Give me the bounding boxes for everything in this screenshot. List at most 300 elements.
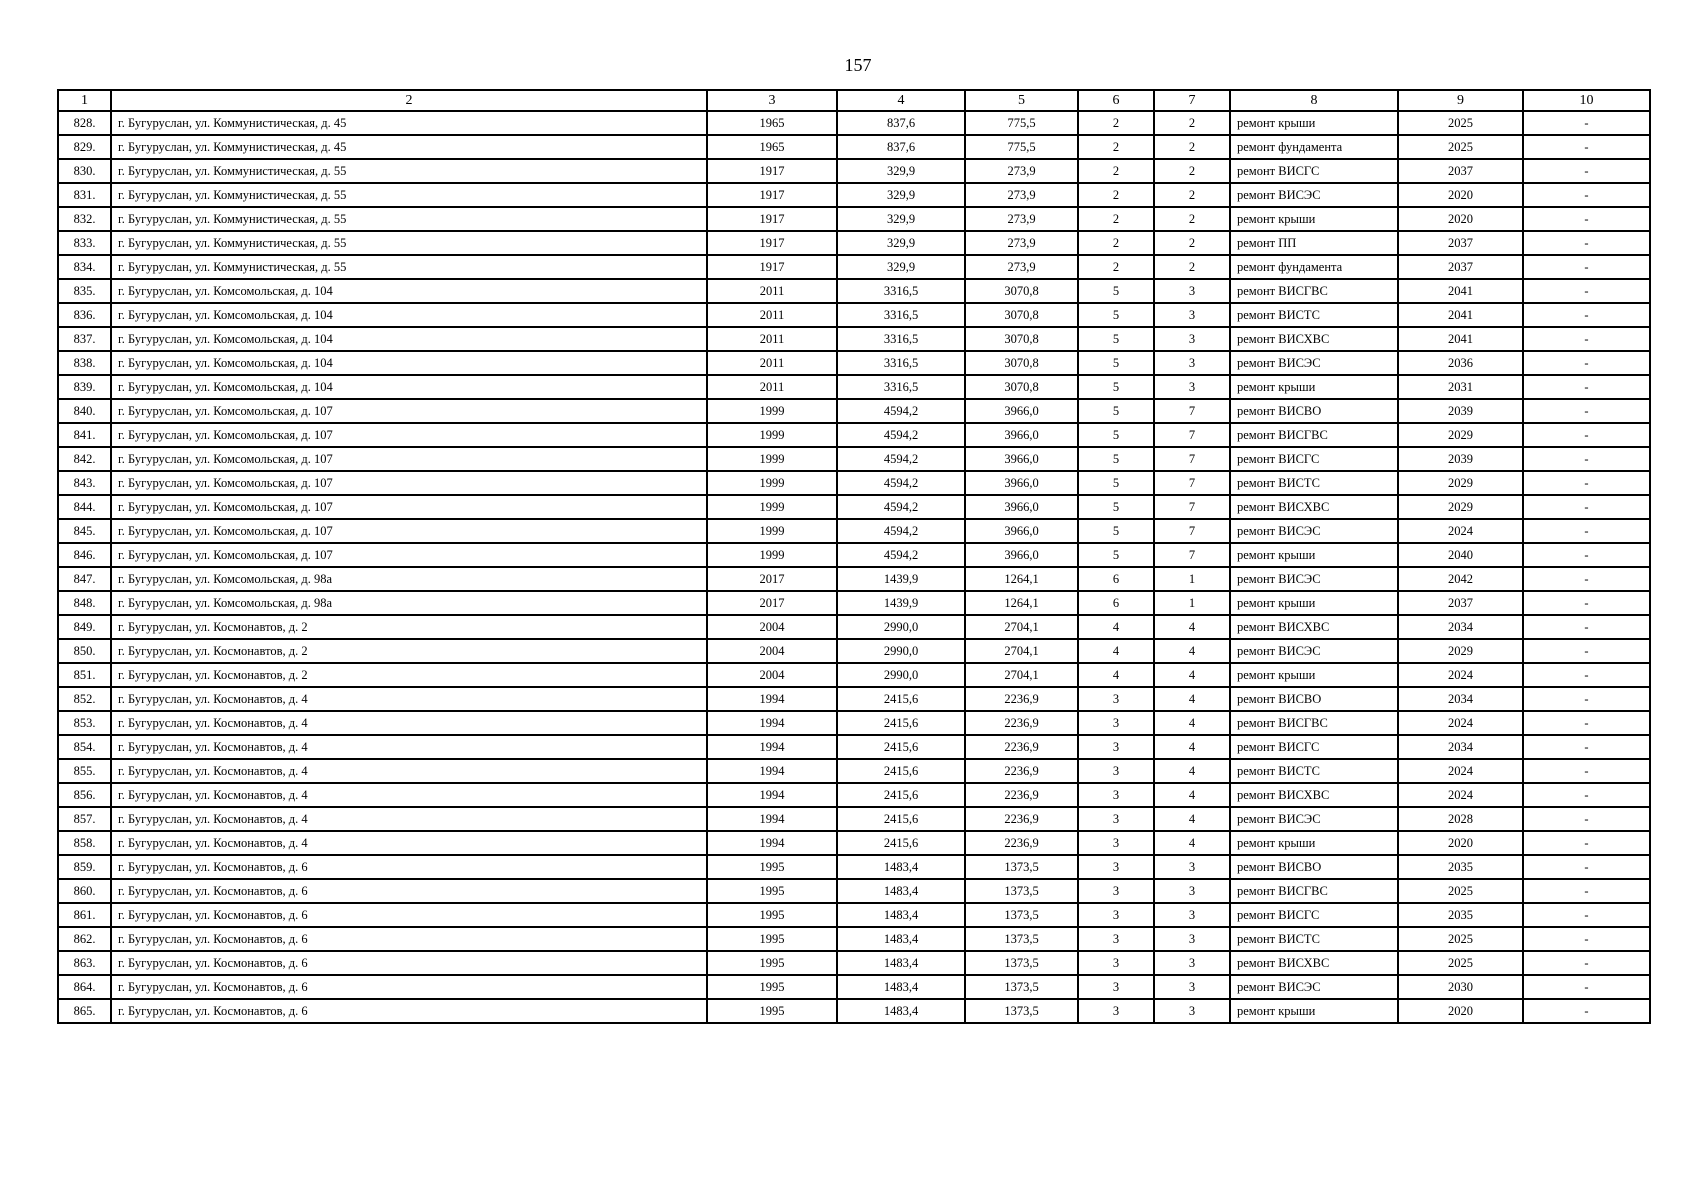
floors-cell: 2 xyxy=(1078,159,1154,183)
year-cell: 1995 xyxy=(707,975,837,999)
living-area-cell: 3070,8 xyxy=(965,303,1078,327)
page-number: 157 xyxy=(844,55,872,75)
repair-year-cell: 2036 xyxy=(1398,351,1523,375)
row-number-cell: 858. xyxy=(58,831,111,855)
year-cell: 1995 xyxy=(707,879,837,903)
work-type-cell: ремонт ВИСВО xyxy=(1230,687,1398,711)
note-cell: - xyxy=(1523,351,1650,375)
repair-year-cell: 2034 xyxy=(1398,615,1523,639)
note-cell: - xyxy=(1523,567,1650,591)
column-header: 2 xyxy=(111,90,707,111)
floors-cell: 2 xyxy=(1078,183,1154,207)
note-cell: - xyxy=(1523,999,1650,1023)
living-area-cell: 3966,0 xyxy=(965,519,1078,543)
total-area-cell: 3316,5 xyxy=(837,279,965,303)
table-row xyxy=(58,903,1650,927)
address-cell: г. Бугуруслан, ул. Комсомольская, д. 104 xyxy=(111,303,707,327)
total-area-cell: 2415,6 xyxy=(837,831,965,855)
total-area-cell: 1439,9 xyxy=(837,591,965,615)
work-type-cell: ремонт ПП xyxy=(1230,231,1398,255)
work-type-cell: ремонт ВИСЭС xyxy=(1230,519,1398,543)
floors-cell: 3 xyxy=(1078,951,1154,975)
repair-year-cell: 2025 xyxy=(1398,879,1523,903)
floors-cell: 3 xyxy=(1078,831,1154,855)
address-cell: г. Бугуруслан, ул. Космонавтов, д. 6 xyxy=(111,855,707,879)
row-number-cell: 863. xyxy=(58,951,111,975)
table-row xyxy=(58,255,1650,279)
floors-cell: 4 xyxy=(1078,663,1154,687)
work-type-cell: ремонт ВИСТС xyxy=(1230,927,1398,951)
address-cell: г. Бугуруслан, ул. Коммунистическая, д. 55 xyxy=(111,231,707,255)
row-number-cell: 850. xyxy=(58,639,111,663)
row-number-cell: 845. xyxy=(58,519,111,543)
year-cell: 1995 xyxy=(707,999,837,1023)
table-row xyxy=(58,183,1650,207)
note-cell: - xyxy=(1523,927,1650,951)
repair-year-cell: 2037 xyxy=(1398,591,1523,615)
table-row xyxy=(58,375,1650,399)
row-number-cell: 831. xyxy=(58,183,111,207)
floors-cell: 3 xyxy=(1078,999,1154,1023)
work-type-cell: ремонт ВИСЭС xyxy=(1230,639,1398,663)
floors-cell: 5 xyxy=(1078,303,1154,327)
repair-year-cell: 2025 xyxy=(1398,111,1523,135)
row-number-cell: 842. xyxy=(58,447,111,471)
living-area-cell: 2236,9 xyxy=(965,735,1078,759)
year-cell: 1917 xyxy=(707,159,837,183)
note-cell: - xyxy=(1523,159,1650,183)
entrances-cell: 4 xyxy=(1154,759,1230,783)
address-cell: г. Бугуруслан, ул. Комсомольская, д. 107 xyxy=(111,519,707,543)
entrances-cell: 3 xyxy=(1154,975,1230,999)
repair-year-cell: 2024 xyxy=(1398,759,1523,783)
floors-cell: 3 xyxy=(1078,903,1154,927)
address-cell: г. Бугуруслан, ул. Комсомольская, д. 104 xyxy=(111,375,707,399)
living-area-cell: 2236,9 xyxy=(965,783,1078,807)
table-row xyxy=(58,615,1650,639)
living-area-cell: 2704,1 xyxy=(965,615,1078,639)
row-number-cell: 832. xyxy=(58,207,111,231)
address-cell: г. Бугуруслан, ул. Комсомольская, д. 104 xyxy=(111,279,707,303)
year-cell: 1999 xyxy=(707,519,837,543)
year-cell: 1994 xyxy=(707,687,837,711)
floors-cell: 2 xyxy=(1078,135,1154,159)
address-cell: г. Бугуруслан, ул. Коммунистическая, д. 55 xyxy=(111,159,707,183)
entrances-cell: 1 xyxy=(1154,591,1230,615)
entrances-cell: 4 xyxy=(1154,615,1230,639)
note-cell: - xyxy=(1523,615,1650,639)
floors-cell: 5 xyxy=(1078,543,1154,567)
table-row xyxy=(58,975,1650,999)
note-cell: - xyxy=(1523,447,1650,471)
year-cell: 1999 xyxy=(707,399,837,423)
address-cell: г. Бугуруслан, ул. Коммунистическая, д. 55 xyxy=(111,207,707,231)
floors-cell: 3 xyxy=(1078,879,1154,903)
total-area-cell: 1483,4 xyxy=(837,999,965,1023)
year-cell: 1994 xyxy=(707,759,837,783)
table-row xyxy=(58,159,1650,183)
note-cell: - xyxy=(1523,303,1650,327)
repair-year-cell: 2040 xyxy=(1398,543,1523,567)
year-cell: 1994 xyxy=(707,735,837,759)
work-type-cell: ремонт ВИСГС xyxy=(1230,447,1398,471)
year-cell: 1965 xyxy=(707,111,837,135)
table-row xyxy=(58,447,1650,471)
note-cell: - xyxy=(1523,879,1650,903)
floors-cell: 2 xyxy=(1078,207,1154,231)
work-type-cell: ремонт ВИСЭС xyxy=(1230,975,1398,999)
repair-year-cell: 2020 xyxy=(1398,831,1523,855)
repair-year-cell: 2039 xyxy=(1398,447,1523,471)
row-number-cell: 834. xyxy=(58,255,111,279)
table-row xyxy=(58,927,1650,951)
entrances-cell: 2 xyxy=(1154,159,1230,183)
entrances-cell: 4 xyxy=(1154,831,1230,855)
row-number-cell: 847. xyxy=(58,567,111,591)
address-cell: г. Бугуруслан, ул. Космонавтов, д. 4 xyxy=(111,735,707,759)
repair-schedule-table xyxy=(57,89,1651,1024)
repair-year-cell: 2037 xyxy=(1398,231,1523,255)
year-cell: 1999 xyxy=(707,543,837,567)
note-cell: - xyxy=(1523,663,1650,687)
total-area-cell: 3316,5 xyxy=(837,351,965,375)
work-type-cell: ремонт ВИСХВС xyxy=(1230,615,1398,639)
entrances-cell: 4 xyxy=(1154,735,1230,759)
work-type-cell: ремонт крыши xyxy=(1230,999,1398,1023)
year-cell: 1994 xyxy=(707,711,837,735)
living-area-cell: 1373,5 xyxy=(965,879,1078,903)
repair-year-cell: 2020 xyxy=(1398,207,1523,231)
note-cell: - xyxy=(1523,399,1650,423)
total-area-cell: 2990,0 xyxy=(837,639,965,663)
row-number-cell: 838. xyxy=(58,351,111,375)
entrances-cell: 2 xyxy=(1154,231,1230,255)
floors-cell: 5 xyxy=(1078,495,1154,519)
total-area-cell: 2415,6 xyxy=(837,711,965,735)
total-area-cell: 329,9 xyxy=(837,183,965,207)
total-area-cell: 2990,0 xyxy=(837,663,965,687)
table-row xyxy=(58,999,1650,1023)
repair-year-cell: 2029 xyxy=(1398,495,1523,519)
table-row xyxy=(58,567,1650,591)
total-area-cell: 837,6 xyxy=(837,111,965,135)
note-cell: - xyxy=(1523,903,1650,927)
repair-year-cell: 2029 xyxy=(1398,471,1523,495)
living-area-cell: 1373,5 xyxy=(965,855,1078,879)
table-row xyxy=(58,879,1650,903)
entrances-cell: 3 xyxy=(1154,903,1230,927)
note-cell: - xyxy=(1523,711,1650,735)
repair-year-cell: 2034 xyxy=(1398,687,1523,711)
floors-cell: 4 xyxy=(1078,615,1154,639)
total-area-cell: 3316,5 xyxy=(837,375,965,399)
row-number-cell: 862. xyxy=(58,927,111,951)
address-cell: г. Бугуруслан, ул. Космонавтов, д. 6 xyxy=(111,975,707,999)
table-row xyxy=(58,303,1650,327)
row-number-cell: 865. xyxy=(58,999,111,1023)
table-row xyxy=(58,399,1650,423)
floors-cell: 5 xyxy=(1078,447,1154,471)
floors-cell: 5 xyxy=(1078,351,1154,375)
repair-year-cell: 2029 xyxy=(1398,639,1523,663)
column-header: 8 xyxy=(1230,90,1398,111)
repair-year-cell: 2039 xyxy=(1398,399,1523,423)
note-cell: - xyxy=(1523,951,1650,975)
address-cell: г. Бугуруслан, ул. Комсомольская, д. 107 xyxy=(111,471,707,495)
entrances-cell: 2 xyxy=(1154,135,1230,159)
living-area-cell: 3070,8 xyxy=(965,351,1078,375)
year-cell: 1917 xyxy=(707,255,837,279)
address-cell: г. Бугуруслан, ул. Космонавтов, д. 2 xyxy=(111,615,707,639)
table-row xyxy=(58,351,1650,375)
floors-cell: 3 xyxy=(1078,975,1154,999)
work-type-cell: ремонт крыши xyxy=(1230,207,1398,231)
repair-year-cell: 2041 xyxy=(1398,303,1523,327)
repair-year-cell: 2024 xyxy=(1398,663,1523,687)
total-area-cell: 2415,6 xyxy=(837,807,965,831)
table-row xyxy=(58,855,1650,879)
note-cell: - xyxy=(1523,111,1650,135)
entrances-cell: 3 xyxy=(1154,375,1230,399)
entrances-cell: 3 xyxy=(1154,279,1230,303)
living-area-cell: 3966,0 xyxy=(965,471,1078,495)
repair-year-cell: 2025 xyxy=(1398,951,1523,975)
address-cell: г. Бугуруслан, ул. Комсомольская, д. 107 xyxy=(111,399,707,423)
entrances-cell: 7 xyxy=(1154,423,1230,447)
total-area-cell: 2415,6 xyxy=(837,783,965,807)
table-row xyxy=(58,831,1650,855)
repair-year-cell: 2041 xyxy=(1398,279,1523,303)
work-type-cell: ремонт крыши xyxy=(1230,111,1398,135)
year-cell: 1917 xyxy=(707,231,837,255)
column-header: 5 xyxy=(965,90,1078,111)
work-type-cell: ремонт ВИСГС xyxy=(1230,735,1398,759)
row-number-cell: 835. xyxy=(58,279,111,303)
year-cell: 2011 xyxy=(707,351,837,375)
total-area-cell: 3316,5 xyxy=(837,327,965,351)
year-cell: 2011 xyxy=(707,279,837,303)
work-type-cell: ремонт ВИСХВС xyxy=(1230,495,1398,519)
table-row xyxy=(58,759,1650,783)
total-area-cell: 1483,4 xyxy=(837,927,965,951)
repair-year-cell: 2035 xyxy=(1398,855,1523,879)
year-cell: 1999 xyxy=(707,423,837,447)
note-cell: - xyxy=(1523,495,1650,519)
address-cell: г. Бугуруслан, ул. Космонавтов, д. 4 xyxy=(111,759,707,783)
row-number-cell: 856. xyxy=(58,783,111,807)
row-number-cell: 852. xyxy=(58,687,111,711)
address-cell: г. Бугуруслан, ул. Комсомольская, д. 98а xyxy=(111,567,707,591)
living-area-cell: 1264,1 xyxy=(965,567,1078,591)
table-row xyxy=(58,279,1650,303)
table-row xyxy=(58,207,1650,231)
repair-year-cell: 2020 xyxy=(1398,183,1523,207)
living-area-cell: 3966,0 xyxy=(965,543,1078,567)
note-cell: - xyxy=(1523,807,1650,831)
year-cell: 1994 xyxy=(707,807,837,831)
entrances-cell: 3 xyxy=(1154,951,1230,975)
work-type-cell: ремонт ВИСХВС xyxy=(1230,783,1398,807)
total-area-cell: 4594,2 xyxy=(837,543,965,567)
total-area-cell: 4594,2 xyxy=(837,399,965,423)
column-header: 9 xyxy=(1398,90,1523,111)
entrances-cell: 1 xyxy=(1154,567,1230,591)
entrances-cell: 3 xyxy=(1154,927,1230,951)
address-cell: г. Бугуруслан, ул. Космонавтов, д. 6 xyxy=(111,951,707,975)
entrances-cell: 4 xyxy=(1154,807,1230,831)
living-area-cell: 775,5 xyxy=(965,135,1078,159)
total-area-cell: 4594,2 xyxy=(837,519,965,543)
total-area-cell: 4594,2 xyxy=(837,447,965,471)
note-cell: - xyxy=(1523,783,1650,807)
repair-year-cell: 2035 xyxy=(1398,903,1523,927)
note-cell: - xyxy=(1523,423,1650,447)
total-area-cell: 329,9 xyxy=(837,159,965,183)
entrances-cell: 4 xyxy=(1154,639,1230,663)
column-header: 4 xyxy=(837,90,965,111)
floors-cell: 5 xyxy=(1078,279,1154,303)
row-number-cell: 844. xyxy=(58,495,111,519)
living-area-cell: 2236,9 xyxy=(965,807,1078,831)
entrances-cell: 3 xyxy=(1154,327,1230,351)
year-cell: 1995 xyxy=(707,903,837,927)
address-cell: г. Бугуруслан, ул. Комсомольская, д. 104 xyxy=(111,327,707,351)
living-area-cell: 775,5 xyxy=(965,111,1078,135)
address-cell: г. Бугуруслан, ул. Комсомольская, д. 107 xyxy=(111,447,707,471)
entrances-cell: 3 xyxy=(1154,303,1230,327)
floors-cell: 5 xyxy=(1078,423,1154,447)
entrances-cell: 7 xyxy=(1154,471,1230,495)
floors-cell: 2 xyxy=(1078,111,1154,135)
entrances-cell: 3 xyxy=(1154,351,1230,375)
total-area-cell: 2415,6 xyxy=(837,687,965,711)
note-cell: - xyxy=(1523,831,1650,855)
living-area-cell: 3966,0 xyxy=(965,447,1078,471)
year-cell: 1995 xyxy=(707,927,837,951)
work-type-cell: ремонт ВИСВО xyxy=(1230,399,1398,423)
table-row xyxy=(58,423,1650,447)
repair-year-cell: 2028 xyxy=(1398,807,1523,831)
work-type-cell: ремонт ВИСЭС xyxy=(1230,183,1398,207)
row-number-cell: 864. xyxy=(58,975,111,999)
row-number-cell: 840. xyxy=(58,399,111,423)
address-cell: г. Бугуруслан, ул. Космонавтов, д. 4 xyxy=(111,783,707,807)
work-type-cell: ремонт ВИСГС xyxy=(1230,159,1398,183)
floors-cell: 3 xyxy=(1078,855,1154,879)
total-area-cell: 2990,0 xyxy=(837,615,965,639)
total-area-cell: 2415,6 xyxy=(837,759,965,783)
year-cell: 2004 xyxy=(707,663,837,687)
table-body xyxy=(58,111,1650,1023)
entrances-cell: 3 xyxy=(1154,855,1230,879)
year-cell: 2004 xyxy=(707,615,837,639)
row-number-cell: 836. xyxy=(58,303,111,327)
row-number-cell: 828. xyxy=(58,111,111,135)
repair-year-cell: 2024 xyxy=(1398,711,1523,735)
year-cell: 1999 xyxy=(707,447,837,471)
repair-year-cell: 2024 xyxy=(1398,519,1523,543)
floors-cell: 5 xyxy=(1078,375,1154,399)
entrances-cell: 7 xyxy=(1154,543,1230,567)
row-number-cell: 846. xyxy=(58,543,111,567)
year-cell: 1995 xyxy=(707,855,837,879)
year-cell: 1965 xyxy=(707,135,837,159)
table-row xyxy=(58,543,1650,567)
row-number-cell: 841. xyxy=(58,423,111,447)
address-cell: г. Бугуруслан, ул. Космонавтов, д. 6 xyxy=(111,999,707,1023)
floors-cell: 4 xyxy=(1078,639,1154,663)
floors-cell: 3 xyxy=(1078,735,1154,759)
floors-cell: 3 xyxy=(1078,783,1154,807)
year-cell: 1995 xyxy=(707,951,837,975)
column-header: 1 xyxy=(58,90,111,111)
living-area-cell: 1373,5 xyxy=(965,903,1078,927)
row-number-cell: 861. xyxy=(58,903,111,927)
floors-cell: 3 xyxy=(1078,807,1154,831)
note-cell: - xyxy=(1523,591,1650,615)
address-cell: г. Бугуруслан, ул. Коммунистическая, д. 45 xyxy=(111,135,707,159)
table-row xyxy=(58,135,1650,159)
repair-year-cell: 2025 xyxy=(1398,135,1523,159)
repair-year-cell: 2042 xyxy=(1398,567,1523,591)
table-row xyxy=(58,639,1650,663)
living-area-cell: 273,9 xyxy=(965,207,1078,231)
row-number-cell: 839. xyxy=(58,375,111,399)
note-cell: - xyxy=(1523,375,1650,399)
address-cell: г. Бугуруслан, ул. Космонавтов, д. 4 xyxy=(111,687,707,711)
total-area-cell: 1483,4 xyxy=(837,879,965,903)
note-cell: - xyxy=(1523,183,1650,207)
living-area-cell: 3966,0 xyxy=(965,495,1078,519)
year-cell: 2011 xyxy=(707,327,837,351)
living-area-cell: 1264,1 xyxy=(965,591,1078,615)
table-row xyxy=(58,495,1650,519)
address-cell: г. Бугуруслан, ул. Космонавтов, д. 6 xyxy=(111,927,707,951)
entrances-cell: 4 xyxy=(1154,783,1230,807)
entrances-cell: 7 xyxy=(1154,447,1230,471)
note-cell: - xyxy=(1523,279,1650,303)
total-area-cell: 3316,5 xyxy=(837,303,965,327)
living-area-cell: 1373,5 xyxy=(965,951,1078,975)
column-header: 6 xyxy=(1078,90,1154,111)
note-cell: - xyxy=(1523,759,1650,783)
row-number-cell: 853. xyxy=(58,711,111,735)
table-row xyxy=(58,687,1650,711)
table-row xyxy=(58,231,1650,255)
repair-year-cell: 2029 xyxy=(1398,423,1523,447)
note-cell: - xyxy=(1523,231,1650,255)
entrances-cell: 2 xyxy=(1154,255,1230,279)
living-area-cell: 1373,5 xyxy=(965,975,1078,999)
column-header: 10 xyxy=(1523,90,1650,111)
year-cell: 1999 xyxy=(707,471,837,495)
year-cell: 1994 xyxy=(707,783,837,807)
floors-cell: 3 xyxy=(1078,687,1154,711)
entrances-cell: 7 xyxy=(1154,519,1230,543)
address-cell: г. Бугуруслан, ул. Комсомольская, д. 107 xyxy=(111,543,707,567)
work-type-cell: ремонт крыши xyxy=(1230,831,1398,855)
work-type-cell: ремонт ВИСХВС xyxy=(1230,327,1398,351)
table-row xyxy=(58,519,1650,543)
note-cell: - xyxy=(1523,735,1650,759)
note-cell: - xyxy=(1523,639,1650,663)
row-number-cell: 843. xyxy=(58,471,111,495)
living-area-cell: 273,9 xyxy=(965,231,1078,255)
repair-year-cell: 2034 xyxy=(1398,735,1523,759)
floors-cell: 5 xyxy=(1078,471,1154,495)
repair-year-cell: 2037 xyxy=(1398,159,1523,183)
work-type-cell: ремонт ВИСГВС xyxy=(1230,423,1398,447)
